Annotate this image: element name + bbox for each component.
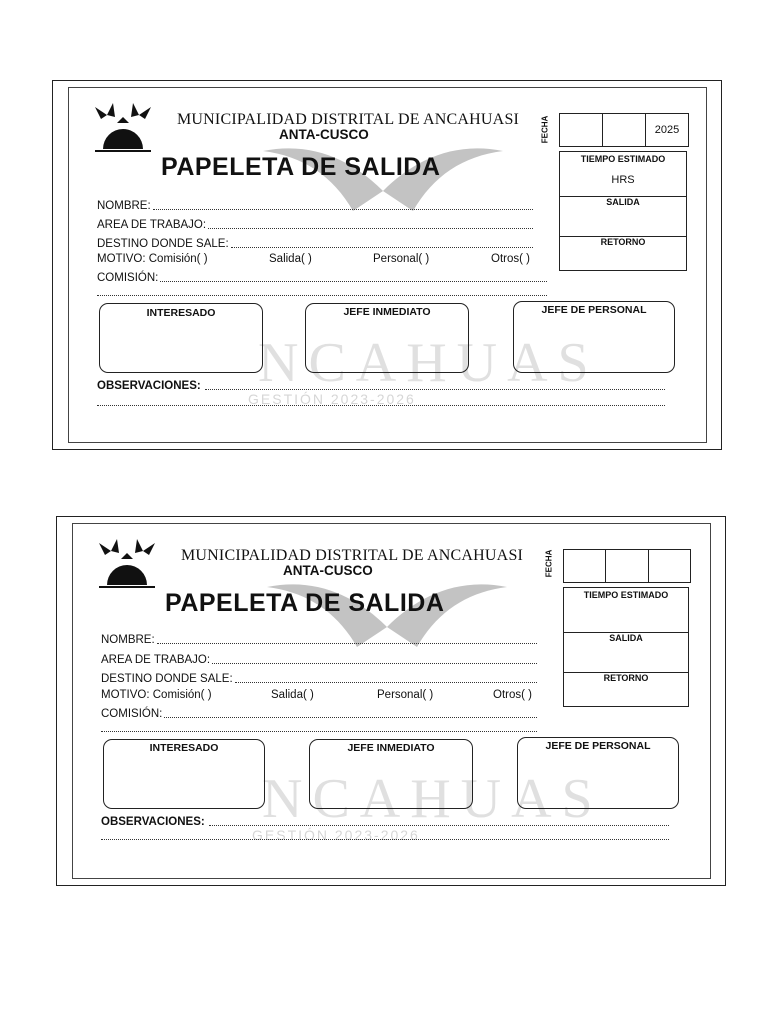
- destino-label: DESTINO DONDE SALE:: [97, 238, 229, 250]
- observaciones-extra-line[interactable]: [97, 405, 665, 406]
- retorno-label: RETORNO: [600, 237, 646, 247]
- interesado-signature-box[interactable]: [99, 303, 263, 373]
- jefe-personal-signature-box[interactable]: [513, 301, 675, 373]
- area-label: AREA DE TRABAJO:: [97, 219, 207, 231]
- retorno-row[interactable]: [564, 672, 688, 706]
- comision-field[interactable]: [97, 271, 547, 284]
- comision-label: COMISIÓN:: [101, 708, 163, 720]
- watermark-gestion: GESTIÓN 2023-2026: [252, 827, 420, 843]
- motivo-row: [97, 253, 547, 269]
- motivo-row: [101, 689, 551, 705]
- motivo-personal-option[interactable]: Personal( ): [373, 253, 430, 265]
- fecha-box: [563, 549, 691, 583]
- motivo-otros-option[interactable]: Otros( ): [493, 689, 532, 701]
- interesado-label: INTERESADO: [149, 742, 219, 754]
- extra-dotted-line[interactable]: [101, 731, 537, 732]
- jefe-personal-label: JEFE DE PERSONAL: [541, 304, 647, 316]
- nombre-field[interactable]: [101, 633, 537, 646]
- comision-field[interactable]: [101, 707, 537, 720]
- destino-field[interactable]: [101, 672, 537, 685]
- salida-row[interactable]: [564, 632, 688, 673]
- fecha-day-cell[interactable]: [560, 114, 603, 146]
- observaciones-label: OBSERVACIONES:: [101, 816, 205, 828]
- comision-label: COMISIÓN:: [97, 272, 159, 284]
- nombre-label: NOMBRE:: [101, 634, 155, 646]
- area-label: AREA DE TRABAJO:: [101, 654, 211, 666]
- time-box: [559, 151, 687, 271]
- fecha-month-cell[interactable]: [603, 114, 646, 146]
- jefe-inmediato-signature-box[interactable]: [309, 739, 473, 809]
- tiempo-estimado-label: TIEMPO ESTIMADO: [583, 590, 669, 600]
- watermark-text: NCAHUAS: [262, 768, 603, 830]
- municipal-logo-icon: [95, 537, 159, 589]
- time-box: [563, 587, 689, 707]
- interesado-signature-box[interactable]: [103, 739, 265, 809]
- motivo-comision-option[interactable]: MOTIVO: Comisión( ): [101, 689, 212, 701]
- retorno-label: RETORNO: [603, 673, 649, 683]
- observaciones-label: OBSERVACIONES:: [97, 380, 201, 392]
- area-field[interactable]: [97, 218, 533, 231]
- fecha-label: FECHA: [540, 115, 550, 144]
- fecha-year-cell[interactable]: [649, 550, 690, 582]
- motivo-otros-option[interactable]: Otros( ): [491, 253, 530, 265]
- province-name: ANTA-CUSCO: [279, 127, 369, 142]
- destino-field[interactable]: [97, 237, 533, 250]
- form-title: PAPELETA DE SALIDA: [161, 153, 441, 181]
- retorno-row[interactable]: [560, 236, 686, 270]
- salida-label: SALIDA: [606, 197, 640, 207]
- jefe-personal-label: JEFE DE PERSONAL: [545, 740, 651, 752]
- interesado-label: INTERESADO: [146, 307, 216, 319]
- destino-label: DESTINO DONDE SALE:: [101, 673, 233, 685]
- province-name: ANTA-CUSCO: [283, 563, 373, 578]
- salida-row[interactable]: [560, 196, 686, 237]
- form-title: PAPELETA DE SALIDA: [165, 589, 445, 617]
- observaciones-field[interactable]: [97, 379, 665, 392]
- watermark-text: NCAHUAS: [258, 332, 599, 394]
- fecha-box: [559, 113, 689, 147]
- fecha-day-cell[interactable]: [564, 550, 606, 582]
- institution-name: MUNICIPALIDAD DISTRITAL DE ANCAHUASI: [181, 547, 524, 564]
- extra-dotted-line[interactable]: [97, 295, 547, 296]
- fecha-label: FECHA: [544, 549, 554, 578]
- fecha-year-cell[interactable]: 2025: [654, 124, 680, 136]
- fecha-month-cell[interactable]: [606, 550, 648, 582]
- institution-name: MUNICIPALIDAD DISTRITAL DE ANCAHUASI: [177, 111, 520, 128]
- observaciones-extra-line[interactable]: [101, 839, 669, 840]
- motivo-salida-option[interactable]: Salida( ): [271, 689, 314, 701]
- motivo-comision-option[interactable]: MOTIVO: Comisión( ): [97, 253, 208, 265]
- jefe-personal-signature-box[interactable]: [517, 737, 679, 809]
- jefe-inmediato-signature-box[interactable]: [305, 303, 469, 373]
- nombre-label: NOMBRE:: [97, 200, 151, 212]
- municipal-logo-icon: [91, 101, 155, 153]
- motivo-salida-option[interactable]: Salida( ): [269, 253, 312, 265]
- observaciones-field[interactable]: [101, 815, 669, 828]
- jefe-inmediato-label: JEFE INMEDIATO: [343, 306, 431, 318]
- tiempo-estimado-label: TIEMPO ESTIMADO: [580, 154, 666, 164]
- watermark-gestion: GESTIÓN 2023-2026: [248, 391, 416, 407]
- tiempo-estimado-row[interactable]: [564, 588, 688, 633]
- tiempo-estimado-row: [560, 152, 686, 197]
- nombre-field[interactable]: [97, 199, 533, 212]
- motivo-personal-option[interactable]: Personal( ): [377, 689, 434, 701]
- area-field[interactable]: [101, 653, 537, 666]
- exit-slip-2: [56, 516, 726, 886]
- exit-slip-1: [52, 80, 722, 450]
- hrs-label[interactable]: HRS: [611, 174, 635, 186]
- jefe-inmediato-label: JEFE INMEDIATO: [347, 742, 435, 754]
- salida-label: SALIDA: [609, 633, 643, 643]
